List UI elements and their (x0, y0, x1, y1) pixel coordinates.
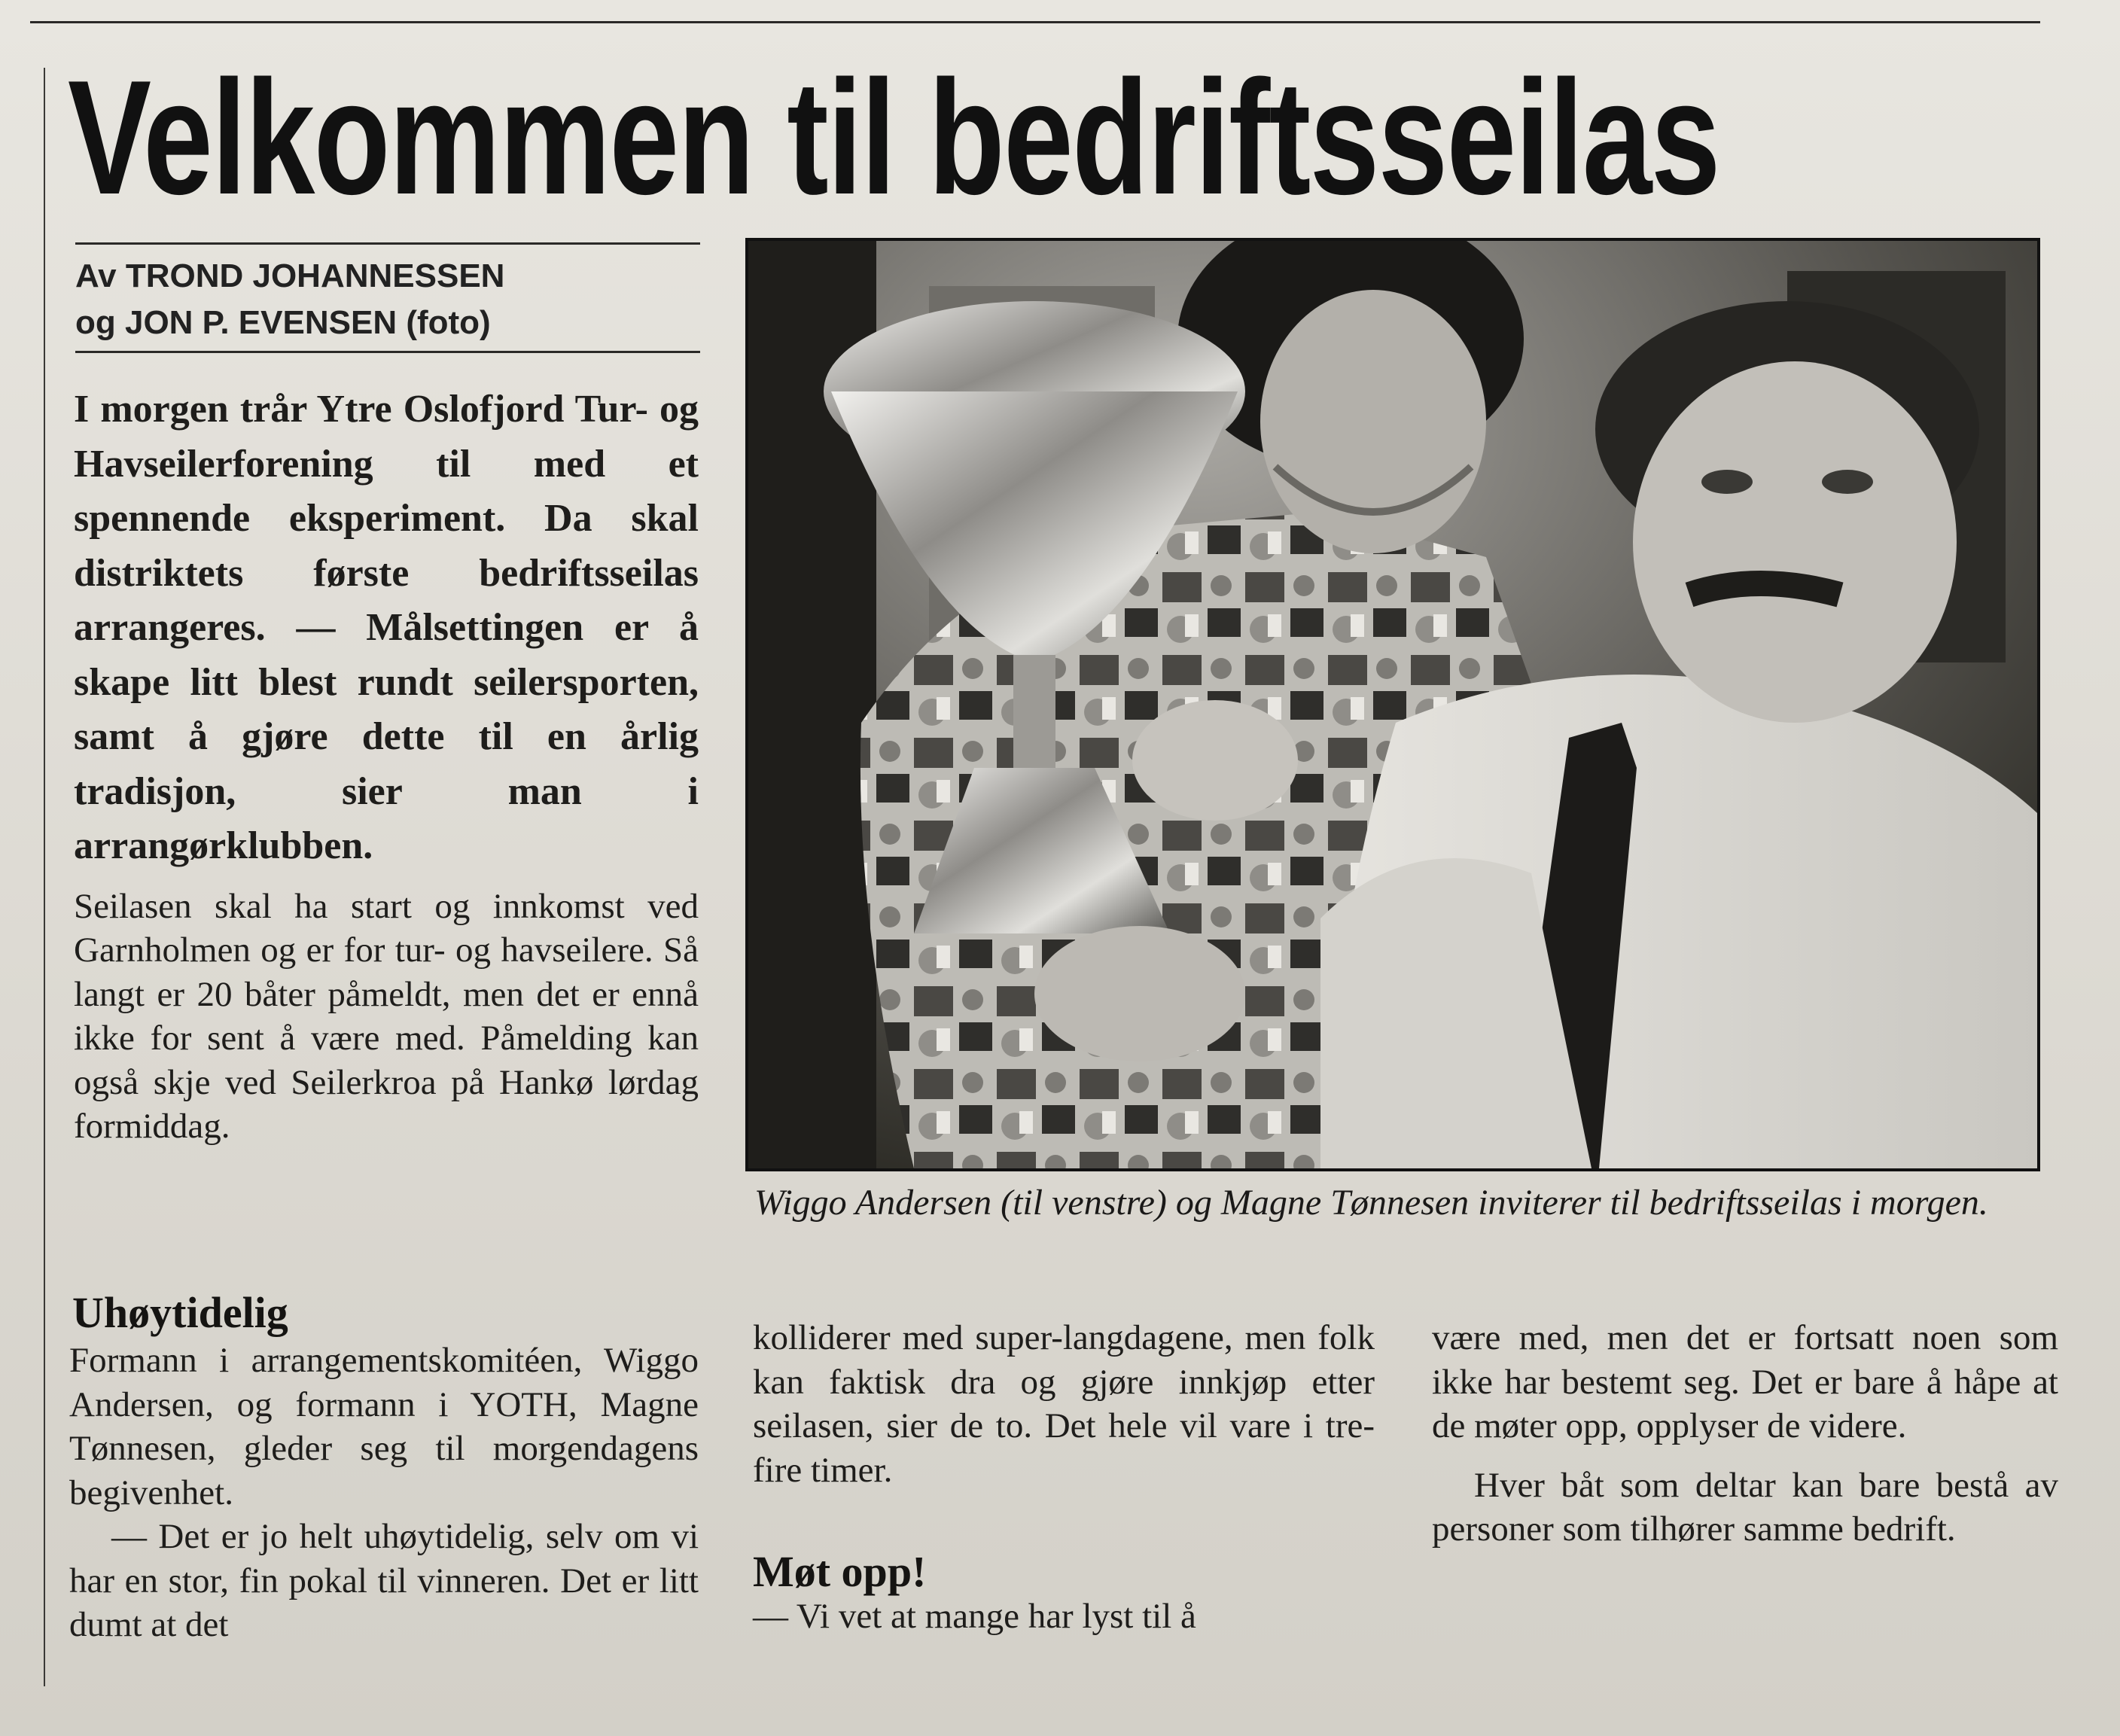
body-paragraph: Formann i arrangementskomitéen, Wiggo Andersen, og formann i YOTH, Magne Tønnesen, gleder seg til morgendagens begivenhet. (69, 1341, 699, 1512)
left-column-lower (69, 1339, 699, 1647)
middle-column (753, 1316, 1375, 1492)
body-paragraph: — Vi vet at mange har lyst til å (753, 1597, 1196, 1636)
top-rule (30, 21, 2040, 23)
byline-author: Av TROND JOHANNESSEN (75, 257, 505, 294)
subheading-uhoytidelig: Uhøytidelig (72, 1288, 288, 1337)
byline (75, 253, 700, 346)
headline: Velkommen til bedriftsseilas (68, 46, 1719, 228)
left-column-rule (44, 68, 45, 1686)
photo (745, 238, 2040, 1171)
photo-caption: Wiggo Andersen (til venstre) og Magne Tønnesen inviterer til bedriftsseilas i morgen. (754, 1183, 1988, 1223)
body-paragraph: — Det er jo helt uhøytidelig, selv om vi har en stor, fin pokal til vinneren. Det er litt dumt at det (69, 1517, 699, 1644)
lead-paragraph: I morgen trår Ytre Oslofjord Tur- og Havseilerforening til med et spennende eksperiment. Da skal distriktets første bedriftsseilas arrangeres. — Målsettingen er å skape litt blest rundt seilersporten, samt å gjøre dette til en årlig tradisjon, sier man i arrangørklubben. (74, 388, 699, 867)
subheading-mot-opp: Møt opp! (753, 1547, 927, 1596)
body-paragraph: Seilasen skal ha start og innkomst ved Garnholmen og er for tur- og havseilere. Så langt er 20 båter påmeldt, men det er ennå ikke for sent å være med. Påmelding kan også skje ved Seilerkroa på Hankø lørdag formiddag. (74, 886, 699, 1146)
middle-column-lower (753, 1594, 1375, 1639)
body-paragraph: være med, men det er fortsatt noen som ikke har bestemt seg. Det er bare å håpe at de møter opp, opplyser de videre. (1432, 1318, 2058, 1445)
byline-photographer: og JON P. EVENSEN (foto) (75, 304, 491, 341)
photo-image (748, 241, 2037, 1168)
body-paragraph: kolliderer med super-langdagene, men folk kan faktisk dra og gjøre innkjøp etter seilasen, sier de to. Det hele vil vare i tre-fire timer. (753, 1318, 1375, 1490)
byline-rule-bottom (75, 351, 700, 353)
body-paragraph: Hver båt som deltar kan bare bestå av personer som tilhører samme bedrift. (1432, 1465, 2058, 1549)
left-column (74, 382, 699, 1149)
right-column (1432, 1316, 2058, 1552)
byline-rule-top (75, 242, 700, 245)
